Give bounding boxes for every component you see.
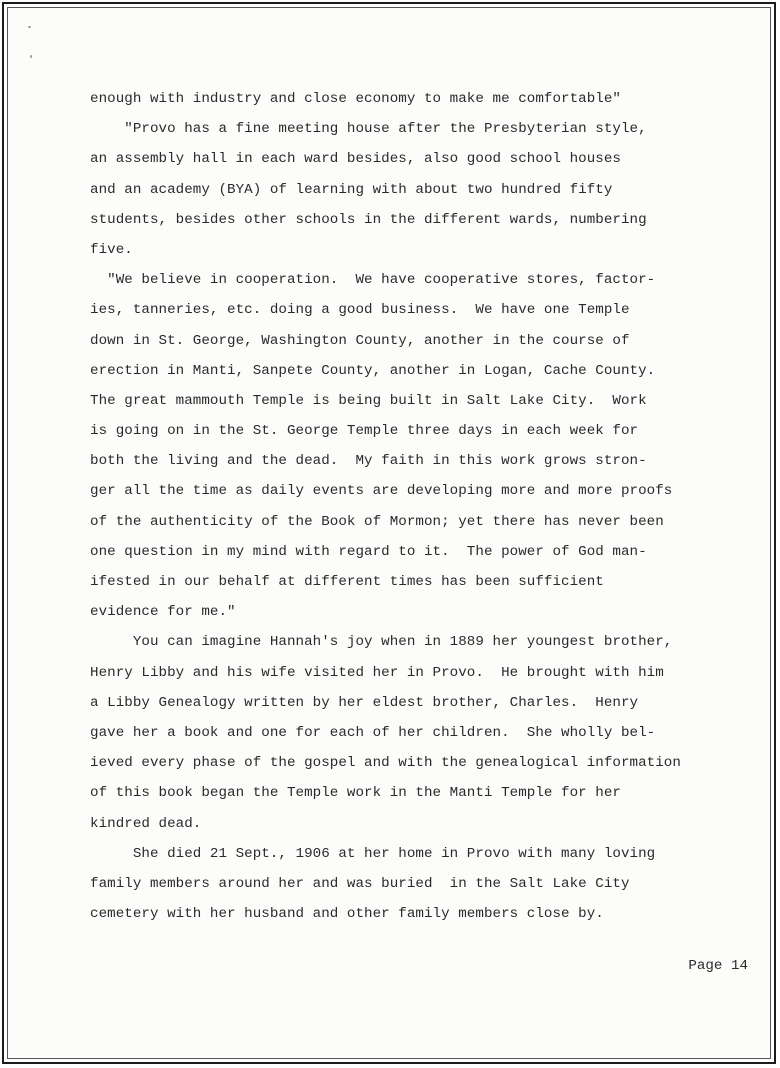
text-line: ger all the time as daily events are developing more and more proofs: [90, 483, 673, 500]
text-line: cemetery with her husband and other family members close by.: [90, 906, 604, 923]
text-line: ieved every phase of the gospel and with the genealogical information: [90, 755, 681, 772]
text-line: enough with industry and close economy to make me comfortable": [90, 91, 621, 107]
text-line: family members around her and was buried in the Salt Lake City: [90, 875, 630, 892]
text-line: evidence for me.": [90, 604, 236, 621]
text-line: The great mammouth Temple is being built in Salt Lake City. Work: [90, 392, 647, 409]
text-line: ies, tanneries, etc. doing a good business. We have one Temple: [90, 302, 630, 319]
typed-text-body: [90, 84, 730, 929]
text-line: and an academy (BYA) of learning with about two hundred fifty: [90, 181, 613, 198]
paper-speck: [28, 26, 31, 28]
text-line: "We believe in cooperation. We have cooperative stores, factor-: [90, 272, 656, 289]
text-line: ifested in our behalf at different times has been sufficient: [90, 574, 604, 590]
text-line: She died 21 Sept., 1906 at her home in Provo with many loving: [90, 845, 656, 862]
text-line: both the living and the dead. My faith in this work grows stron-: [90, 453, 647, 470]
text-line: erection in Manti, Sanpete County, another in Logan, Cache County.: [90, 362, 656, 379]
text-line: a Libby Genealogy written by her eldest brother, Charles. Henry: [90, 694, 639, 711]
text-line: five.: [90, 241, 133, 258]
text-line: gave her a book and one for each of her children. She wholly bel-: [90, 724, 656, 741]
text-line: an assembly hall in each ward besides, also good school houses: [90, 151, 621, 168]
text-line: Henry Libby and his wife visited her in Provo. He brought with him: [90, 664, 664, 681]
text-line: one question in my mind with regard to it. The power of God man-: [90, 543, 647, 560]
text-line: students, besides other schools in the different wards, numbering: [90, 211, 647, 228]
paper-speck: [30, 55, 32, 58]
text-line: kindred dead.: [90, 815, 202, 832]
text-line: is going on in the St. George Temple three days in each week for: [90, 423, 639, 440]
text-line: of this book began the Temple work in the Manti Temple for her: [90, 785, 621, 802]
text-line: You can imagine Hannah's joy when in 1889 her youngest brother,: [90, 634, 673, 651]
text-line: "Provo has a fine meeting house after the Presbyterian style,: [90, 121, 647, 138]
text-line: down in St. George, Washington County, another in the course of: [90, 332, 630, 349]
page-number: Page 14: [688, 958, 748, 974]
text-line: of the authenticity of the Book of Mormon; yet there has never been: [90, 513, 664, 530]
